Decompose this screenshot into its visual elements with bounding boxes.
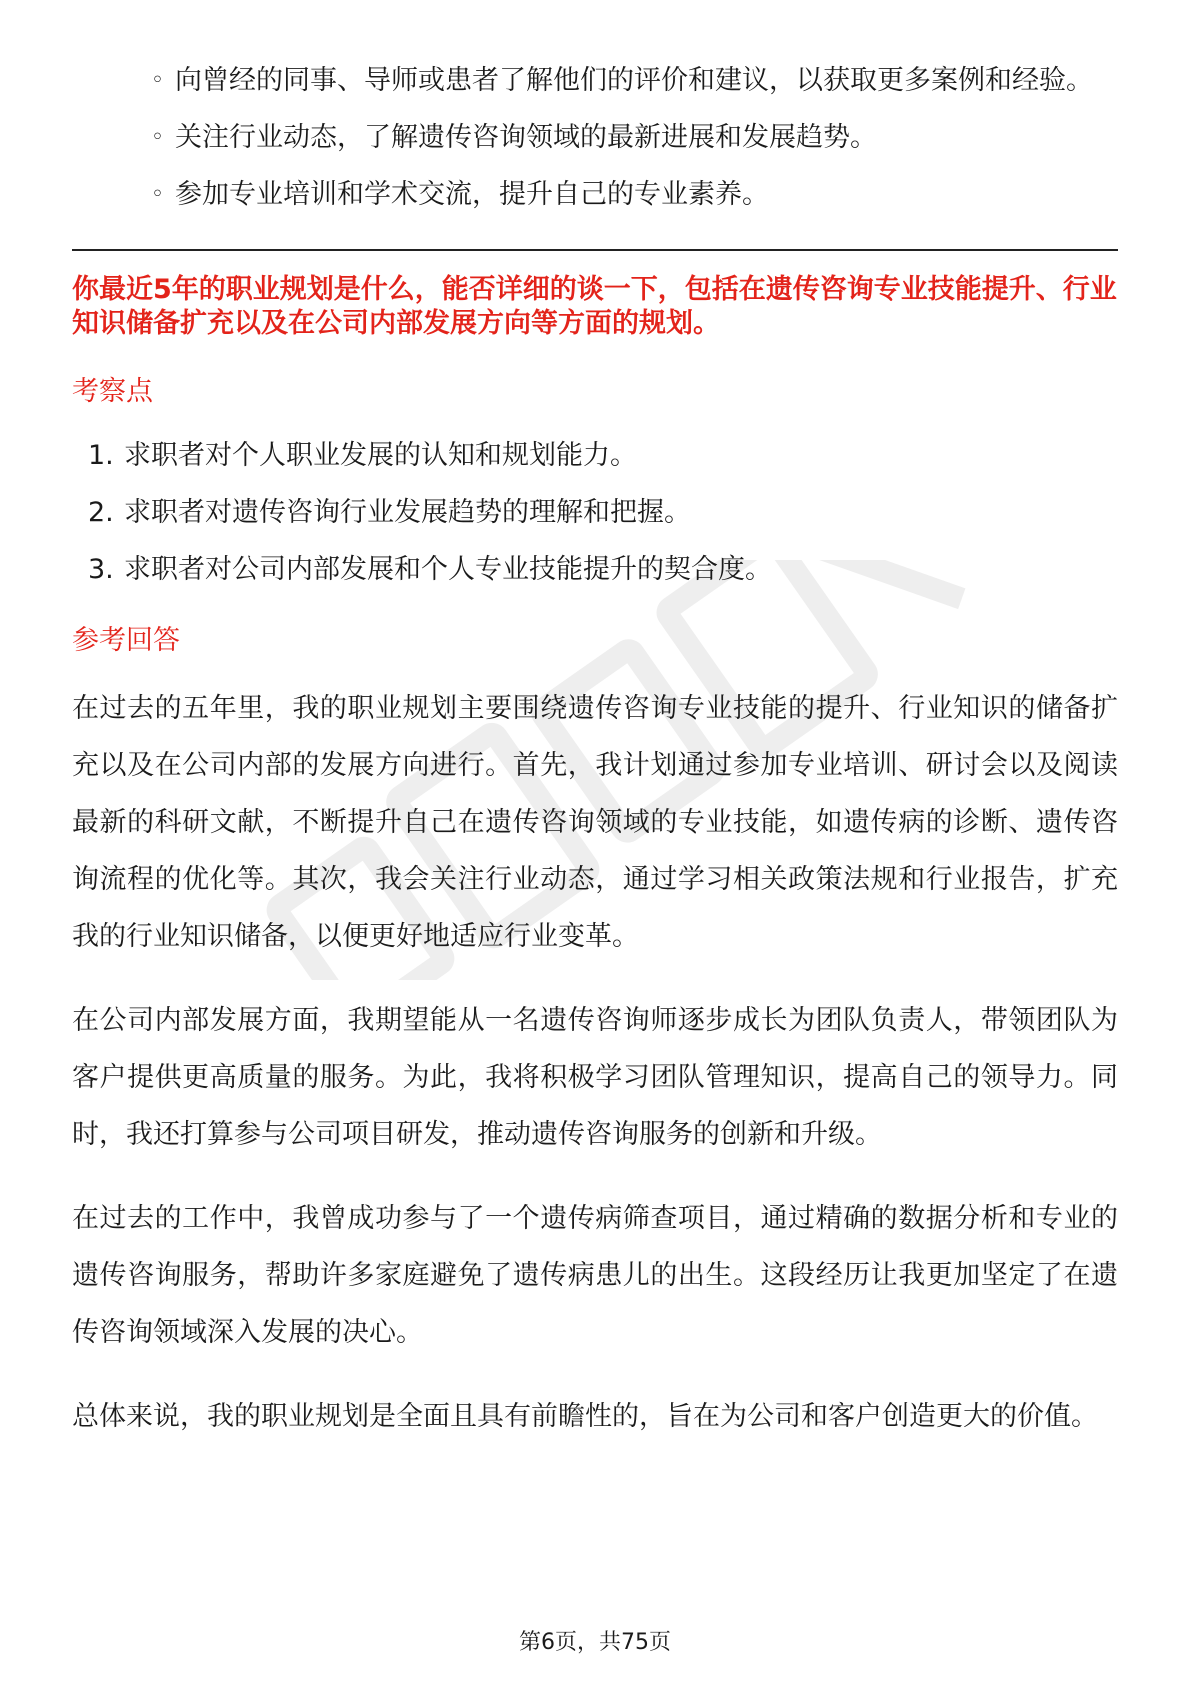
answer-paragraph: 在过去的五年里，我的职业规划主要围绕遗传咨询专业技能的提升、行业知识的储备扩充以及在公司内部的发展方向进行。首先，我计划通过参加专业培训、研讨会以及阅读最新的科研文献，不断提升自己在遗传咨询领域的专业技能，如遗传病的诊断、遗传咨询流程的优化等。其次，我会关注行业动态，通过学习相关政策法规和行业报告，扩充我的行业知识储备，以便更好地适应行业变革。: [72, 693, 1118, 952]
answer-paragraph: 在过去的工作中，我曾成功参与了一个遗传病筛查项目，通过精确的数据分析和专业的遗传咨询服务，帮助许多家庭避免了遗传病患儿的出生。这段经历让我更加坚定了在遗传咨询领域深入发展的决心。: [72, 1203, 1118, 1348]
focus-item-number: 1.: [88, 440, 114, 471]
focus-item-number: 2.: [88, 497, 114, 528]
focus-item: [72, 541, 1118, 598]
bullet-item: [72, 52, 1118, 109]
focus-item-number: 3.: [88, 554, 114, 585]
bullet-marker: ◦: [151, 68, 164, 93]
bullet-list: [72, 52, 1118, 223]
answer-paragraph: 在公司内部发展方面，我期望能从一名遗传咨询师逐步成长为团队负责人，带领团队为客户提供更高质量的服务。为此，我将积极学习团队管理知识，提高自己的领导力。同时，我还打算参与公司项目研发，推动遗传咨询服务的创新和升级。: [72, 1005, 1118, 1150]
answer-paragraph: 总体来说，我的职业规划是全面且具有前瞻性的，旨在为公司和客户创造更大的价值。: [72, 1401, 1098, 1432]
focus-list: [72, 427, 1118, 598]
focus-item-text: 求职者对个人职业发展的认知和规划能力。: [124, 440, 637, 471]
answer-heading: 参考回答: [72, 625, 180, 656]
focus-heading: 考察点: [72, 376, 153, 407]
focus-item-text: 求职者对公司内部发展和个人专业技能提升的契合度。: [124, 554, 772, 585]
interview-question: 你最近5年的职业规划是什么，能否详细的谈一下，包括在遗传咨询专业技能提升、行业知识储备扩充以及在公司内部发展方向等方面的规划。: [72, 274, 1117, 339]
bullet-item: [72, 109, 1118, 166]
bullet-marker: ◦: [151, 182, 164, 207]
focus-item-text: 求职者对遗传咨询行业发展趋势的理解和把握。: [124, 497, 691, 528]
bullet-text: 关注行业动态，了解遗传咨询领域的最新进展和发展趋势。: [175, 122, 877, 153]
focus-item: [72, 484, 1118, 541]
bullet-text: 参加专业培训和学术交流，提升自己的专业素养。: [175, 179, 769, 210]
section-divider: [72, 249, 1118, 251]
page-number-footer: 第6页，共75页: [519, 1630, 671, 1655]
focus-item: [72, 427, 1118, 484]
bullet-item: [72, 166, 1118, 223]
bullet-marker: ◦: [151, 125, 164, 150]
content-area: [72, 52, 1118, 1472]
bullet-text: 向曾经的同事、导师或患者了解他们的评价和建议，以获取更多案例和经验。: [175, 65, 1093, 96]
